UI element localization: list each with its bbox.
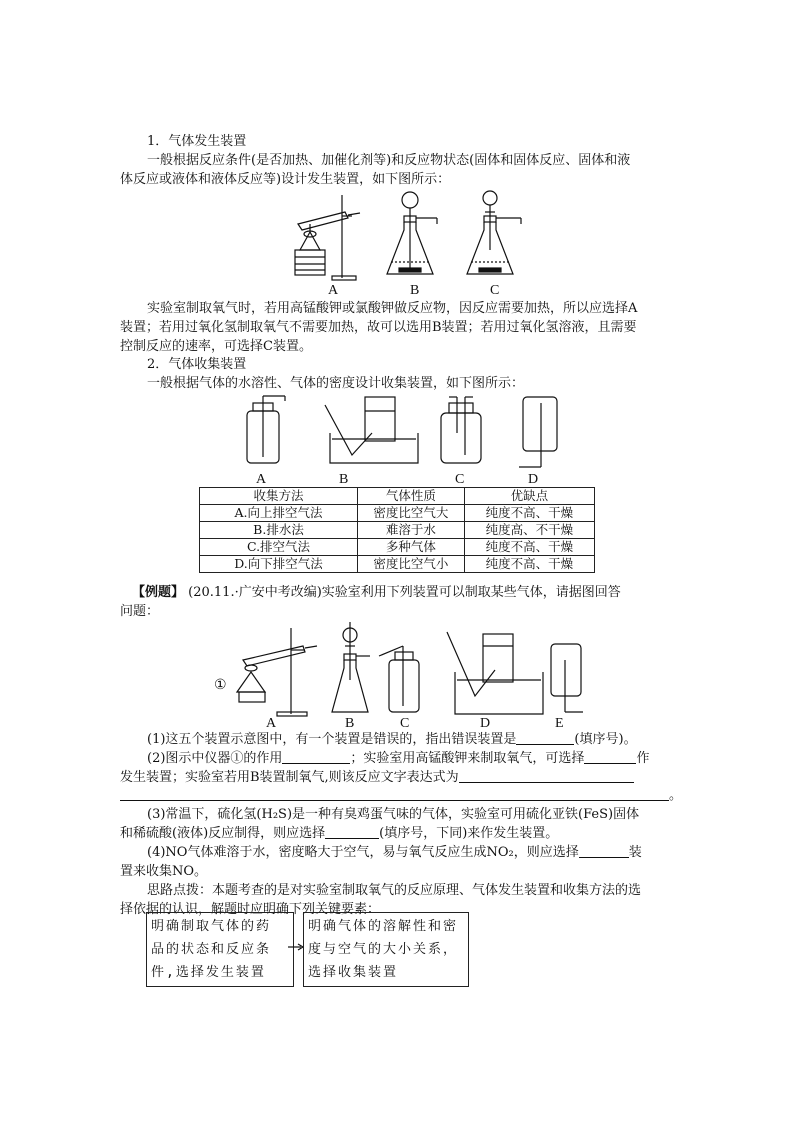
question-2-line3	[120, 786, 682, 805]
question-2	[147, 749, 649, 768]
answer-blank-1[interactable]	[516, 731, 574, 745]
table-row	[200, 556, 595, 573]
box2-line: 选择收集装置	[308, 965, 399, 980]
example-d-water-trough-icon	[447, 632, 543, 714]
box1-line: 明确制取气体的药	[151, 919, 272, 934]
question-2-end: 。	[669, 788, 683, 803]
fig3-label-a: A	[266, 716, 277, 731]
example-figure	[225, 620, 595, 720]
table-header-row	[200, 488, 595, 505]
example-source: (20.11.·广安中考改编)实验室利用下列装置可以制取某些气体，请据图回答	[188, 585, 621, 600]
table-cell: 多种气体	[358, 539, 465, 556]
circled-instrument-label: ①	[214, 677, 227, 693]
question-4-part-b: 装	[628, 845, 642, 860]
collector-c-bottle-icon	[441, 397, 481, 463]
fig1-label-b: B	[410, 283, 420, 298]
table-row	[200, 505, 595, 522]
question-3-line1: (3)常温下，硫化氢(H₂S)是一种有臭鸡蛋气味的气体，实验室可用硫化亚铁(FeS)固体	[147, 807, 640, 822]
apparatus-a-heating-icon	[295, 195, 360, 280]
question-4-line2: 置来收集NO。	[120, 864, 208, 879]
section1-heading: 1．气体发生装置	[147, 134, 247, 149]
apparatus-b-flask-icon	[387, 192, 437, 274]
table-cell: 纯度不高、干燥	[464, 505, 594, 522]
table-cell: C.排空气法	[200, 539, 358, 556]
table-row	[200, 522, 595, 539]
fig1-label-a: A	[328, 283, 339, 298]
question-2-part-c: 作	[636, 751, 650, 766]
fig2-label-d: D	[528, 472, 539, 487]
example-c-bottle-icon	[379, 646, 419, 712]
question-4-line1	[147, 843, 642, 862]
example-line2: 问题：	[120, 604, 160, 619]
collector-a-bottle-icon	[247, 396, 285, 463]
question-3-part-b: 和稀硫酸(液体)反应制得，则应选择	[120, 826, 326, 841]
question-4-part-a: (4)NO气体难溶于水，密度略大于空气，易与氧气反应生成NO₂，则应选择	[147, 845, 579, 860]
section1-intro-line1: 一般根据反应条件(是否加热、加催化剂等)和反应物状态(固体和固体反应、固体和液	[147, 153, 631, 168]
section2-intro: 一般根据气体的水溶性、气体的密度设计收集装置，如下图所示：	[147, 376, 525, 391]
example-tag: 【例题】	[132, 585, 185, 600]
question-3-part-c: (填序号，下同)来作发生装置。	[379, 826, 559, 841]
hint-line1: 思路点拨：本题考查的是对实验室制取氧气的反应原理、气体发生装置和收集方法的选	[147, 883, 642, 898]
table-cell: 难溶于水	[358, 522, 465, 539]
fig3-label-c: C	[400, 716, 410, 731]
box2-line: 明确气体的溶解性和密	[308, 919, 459, 934]
answer-blank-6[interactable]	[325, 825, 379, 839]
example-a-heating-icon	[237, 628, 317, 716]
fig3-label-b: B	[345, 716, 355, 731]
table-cell: 密度比空气大	[358, 505, 465, 522]
answer-blank-5[interactable]	[120, 787, 669, 801]
box1-line: 件,选择发生装置	[151, 965, 266, 980]
table-row	[200, 539, 595, 556]
answer-blank-2[interactable]	[282, 750, 350, 764]
table-cell: 密度比空气小	[358, 556, 465, 573]
section1-para-line2: 装置；若用过氧化氢制取氧气不需要加热，故可以选用B装置；若用过氧化氢溶液，且需要	[120, 320, 637, 335]
box2-line: 度与空气的大小关系，	[308, 942, 459, 957]
section1-para-line1: 实验室制取氧气时，若用高锰酸钾或氯酸钾做反应物，因反应需要加热，所以应选择A	[147, 301, 638, 316]
question-1	[147, 730, 637, 749]
question-1-end: (填序号)。	[574, 732, 637, 747]
key-point-box-generation	[146, 912, 294, 987]
table-header-cell: 优缺点	[464, 488, 594, 505]
section1-para-line3: 控制反应的速率，可选择C装置。	[120, 339, 312, 354]
example-line1	[132, 583, 621, 602]
answer-blank-3[interactable]	[584, 750, 636, 764]
question-2-part-b: ；实验室用高锰酸钾来制取氧气，可选择	[350, 751, 585, 766]
table-cell: B.排水法	[200, 522, 358, 539]
table-cell: 纯度不高、干燥	[464, 556, 594, 573]
question-2-part-d: 发生装置；实验室若用B装置制氧气,则该反应文字表达式为	[120, 770, 459, 785]
collection-methods-table	[199, 487, 595, 573]
collector-figure	[235, 393, 560, 473]
generator-figure	[290, 190, 540, 290]
example-b-flask-icon	[332, 622, 370, 712]
fig2-label-a: A	[256, 472, 267, 487]
fig1-label-c: C	[490, 283, 500, 298]
section1-intro-line2: 体反应或液体和液体反应等)设计发生装置，如下图所示：	[120, 172, 451, 187]
table-header-cell: 收集方法	[200, 488, 358, 505]
answer-blank-7[interactable]	[579, 844, 629, 858]
section2-heading: 2．气体收集装置	[147, 357, 247, 372]
question-3-line2	[120, 824, 558, 843]
question-2-line2	[120, 768, 634, 787]
collector-d-inverted-bottle-icon	[519, 397, 557, 467]
box1-line: 品的状态和反应条	[151, 942, 272, 957]
table-header-cell: 气体性质	[358, 488, 465, 505]
fig3-label-d: D	[480, 716, 491, 731]
fig2-label-b: B	[339, 472, 349, 487]
apparatus-c-flask-icon	[467, 191, 521, 274]
fig3-label-e: E	[555, 716, 564, 731]
table-cell: 纯度不高、干燥	[464, 539, 594, 556]
table-cell: D.向下排空气法	[200, 556, 358, 573]
question-2-part-a: (2)图示中仪器①的作用	[147, 751, 283, 766]
example-e-inverted-bottle-icon	[551, 644, 583, 712]
right-arrow-icon	[288, 942, 304, 952]
fig2-label-c: C	[455, 472, 465, 487]
collector-b-water-trough-icon	[325, 397, 418, 463]
table-cell: 纯度高、不干燥	[464, 522, 594, 539]
hint-line2: 择依据的认识，解题时应明确下列关键要素：	[120, 902, 381, 917]
key-point-box-collection	[303, 912, 469, 987]
table-cell: A.向上排空气法	[200, 505, 358, 522]
question-1-text: (1)这五个装置示意图中，有一个装置是错误的，指出错误装置是	[147, 732, 517, 747]
answer-blank-4[interactable]	[459, 769, 634, 783]
